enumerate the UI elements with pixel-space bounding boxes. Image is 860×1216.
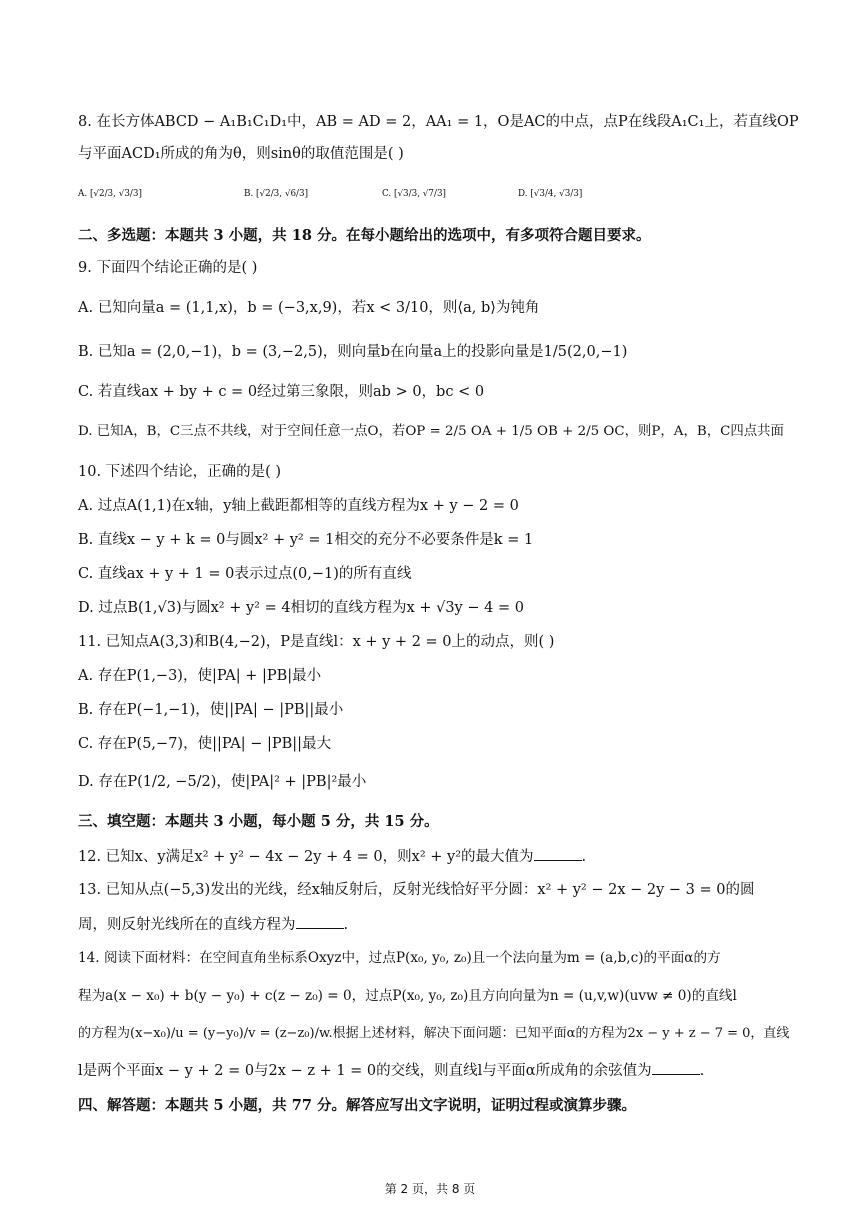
- q9-option-c: C. 若直线ax + by + c = 0经过第三象限，则ab > 0，bc < 0: [78, 384, 485, 400]
- q11-option-a: A. 存在P(1,−3)，使|PA| + |PB|最小: [78, 668, 322, 684]
- q13-line1: 13. 已知从点(−5,3)发出的光线，经x轴反射后，反射光线恰好平分圆：x² + y² − 2x − 2y − 3 = 0的圆: [78, 882, 755, 898]
- q9-option-a: A. 已知向量a = (1,1,x)，b = (−3,x,9)，若x < 3/10，则⟨a, b⟩为钝角: [78, 300, 540, 316]
- q10-option-b: B. 直线x − y + k = 0与圆x² + y² = 1相交的充分不必要条件是k = 1: [78, 532, 534, 548]
- q11-stem: 11. 已知点A(3,3)和B(4,−2)，P是直线l：x + y + 2 = 0上的动点，则( ): [78, 634, 555, 650]
- q10-option-d: D. 过点B(1,√3)与圆x² + y² = 4相切的直线方程为x + √3y − 4 = 0: [78, 600, 524, 616]
- q8-option-d: D. [√3/4, √3/3]: [518, 189, 583, 199]
- q8-option-c: C. [√3/3, √7/3]: [382, 189, 446, 199]
- q14-line2: 程为a(x − x₀) + b(y − y₀) + c(z − z₀) = 0，过点P(x₀, y₀, z₀)且方向向量为n = (u,v,w)(uvw ≠ 0)的直线l: [78, 988, 737, 1004]
- q12-answer-blank[interactable]: [534, 846, 582, 861]
- q14-answer-blank[interactable]: [652, 1060, 700, 1075]
- q8-options: [0, 184, 860, 206]
- section-heading-solutions: 四、解答题：本题共 5 小题，共 77 分。解答应写出文字说明，证明过程或演算步骤。: [78, 1097, 636, 1114]
- q14-line3: 的方程为(x−x₀)/u = (y−y₀)/v = (z−z₀)/w.根据上述材料，解决下面问题：已知平面α的方程为2x − y + z − 7 = 0，直线: [78, 1026, 790, 1041]
- q14-line4: l是两个平面x − y + 2 = 0与2x − z + 1 = 0的交线，则直线l与平面α所成角的余弦值为 .: [78, 1060, 704, 1081]
- q9-option-d: D. 已知A，B，C三点不共线，对于空间任意一点O，若OP = 2/5 OA + 1/5 OB + 2/5 OC，则P，A，B，C四点共面: [78, 424, 784, 439]
- q13-answer-blank[interactable]: [296, 914, 344, 929]
- q14-text: l是两个平面x − y + 2 = 0与2x − z + 1 = 0的交线，则直线l与平面α所成角的余弦值为: [78, 1063, 652, 1079]
- q11-option-c: C. 存在P(5,−7)，使||PA| − |PB||最大: [78, 736, 332, 752]
- q8-option-b: B. [√2/3, √6/3]: [244, 189, 309, 199]
- q9-stem: 9. 下面四个结论正确的是( ): [78, 260, 258, 276]
- section-heading-multiple-choice: 二、多选题：本题共 3 小题，共 18 分。在每小题给出的选项中，有多项符合题目要求。: [78, 227, 651, 244]
- q14-line1: 14. 阅读下面材料：在空间直角坐标系Oxyz中，过点P(x₀, y₀, z₀)且一个法向量为m = (a,b,c)的平面α的方: [78, 950, 721, 966]
- q12-text: 12. 已知x、y满足x² + y² − 4x − 2y + 4 = 0，则x² + y²的最大值为: [78, 849, 534, 865]
- q10-option-c: C. 直线ax + y + 1 = 0表示过点(0,−1)的所有直线: [78, 566, 412, 582]
- q11-option-d: D. 存在P(1/2, −5/2)，使|PA|² + |PB|²最小: [78, 774, 367, 790]
- q13-text: 周，则反射光线所在的直线方程为: [78, 917, 296, 933]
- q10-option-a: A. 过点A(1,1)在x轴，y轴上截距都相等的直线方程为x + y − 2 = 0: [78, 498, 519, 514]
- q8-line2: 与平面ACD₁所成的角为θ，则sinθ的取值范围是( ): [78, 146, 404, 162]
- page-footer: 第 2 页，共 8 页: [384, 1182, 476, 1196]
- q8-line1: 8. 在长方体ABCD − A₁B₁C₁D₁中，AB = AD = 2，AA₁ = 1，O是AC的中点，点P在线段A₁C₁上，若直线OP: [78, 114, 799, 130]
- section-heading-fill-in: 三、填空题：本题共 3 小题，每小题 5 分，共 15 分。: [78, 813, 439, 830]
- q10-stem: 10. 下述四个结论，正确的是( ): [78, 464, 282, 480]
- q12: 12. 已知x、y满足x² + y² − 4x − 2y + 4 = 0，则x² + y²的最大值为 .: [78, 846, 586, 867]
- q11-option-b: B. 存在P(−1,−1)，使||PA| − |PB||最小: [78, 702, 344, 718]
- q13-line2: 周，则反射光线所在的直线方程为 .: [78, 914, 348, 935]
- q8-option-a: A. [√2/3, √3/3]: [78, 189, 142, 199]
- q9-option-b: B. 已知a = (2,0,−1)，b = (3,−2,5)，则向量b在向量a上的投影向量是1/5(2,0,−1): [78, 344, 628, 360]
